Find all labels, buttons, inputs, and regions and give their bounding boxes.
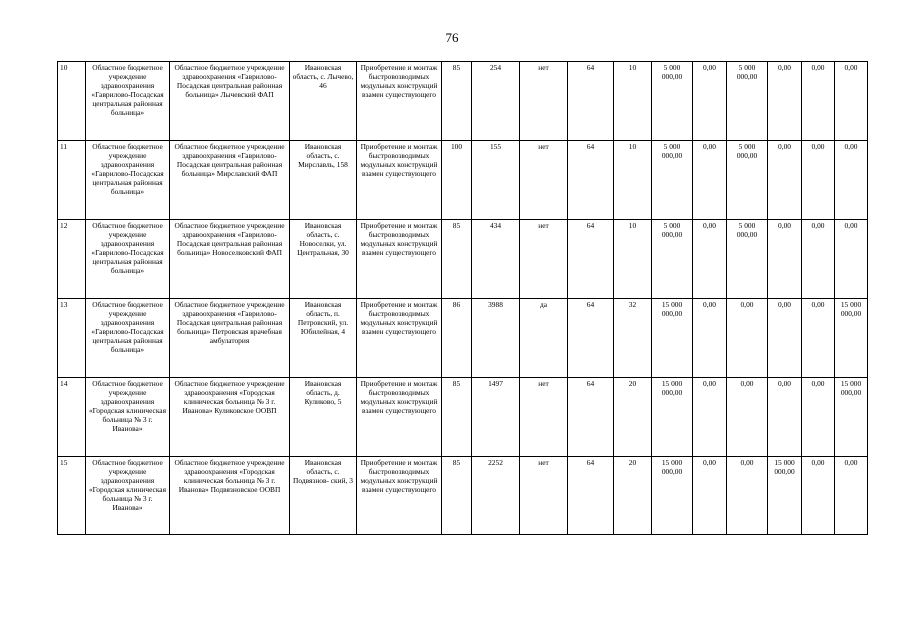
value-cell: 86 [442,299,472,378]
value-cell: 2252 [472,457,520,535]
amount-cell: 0,00 [802,141,835,220]
value-cell: 254 [472,62,520,141]
value-cell: 85 [442,457,472,535]
row-number: 10 [58,62,86,141]
recipient-cell: Областное бюджетное учреждение здравоохранения «Гаврилово-Посадская центральная районная больница» [86,62,170,141]
value-cell: 64 [568,457,614,535]
recipient-cell: Областное бюджетное учреждение здравоохранения «Гаврилово-Посадская центральная районная больница» [86,299,170,378]
work-type-cell: Приобретение и монтаж быстровозводимых модульных конструкций взамен существующего [357,62,442,141]
value-cell: 155 [472,141,520,220]
value-cell: 64 [568,378,614,457]
object-cell: Областное бюджетное учреждение здравоохранения «Гаврилово-Посадская центральная районная больница» Мирславский ФАП [170,141,290,220]
amount-cell: 0,00 [693,62,727,141]
address-cell: Ивановская область, с. Лычево, 46 [290,62,357,141]
recipient-cell: Областное бюджетное учреждение здравоохранения «Гаврилово-Посадская центральная районная больница» [86,220,170,299]
amount-cell: 0,00 [802,457,835,535]
value-cell: 32 [614,299,652,378]
amount-cell: 0,00 [768,299,802,378]
amount-cell: 5 000 000,00 [652,141,693,220]
amount-cell: 0,00 [727,378,768,457]
work-type-cell: Приобретение и монтаж быстровозводимых модульных конструкций взамен существующего [357,457,442,535]
work-type-cell: Приобретение и монтаж быстровозводимых модульных конструкций взамен существующего [357,141,442,220]
amount-cell: 15 000 000,00 [652,378,693,457]
value-cell: 10 [614,141,652,220]
object-cell: Областное бюджетное учреждение здравоохранения «Городская клиническая больница № 3 г. Иванова» Куликовское ООВП [170,378,290,457]
address-cell: Ивановская область, д. Куликово, 5 [290,378,357,457]
work-type-cell: Приобретение и монтаж быстровозводимых модульных конструкций взамен существующего [357,378,442,457]
recipient-cell: Областное бюджетное учреждение здравоохранения «Городская клиническая больница № 3 г. Иванова» [86,457,170,535]
address-cell: Ивановская область, п. Петровский, ул. Юбилейная, 4 [290,299,357,378]
registry-table [57,61,868,535]
address-cell: Ивановская область, с. Мирславль, 158 [290,141,357,220]
table-row [58,62,868,141]
value-cell: 1497 [472,378,520,457]
recipient-cell: Областное бюджетное учреждение здравоохранения «Городская клиническая больница № 3 г. Иванова» [86,378,170,457]
value-cell: 85 [442,62,472,141]
page-number: 76 [445,30,459,45]
address-cell: Ивановская область, с. Подвязнов- ский, 3 [290,457,357,535]
object-cell: Областное бюджетное учреждение здравоохранения «Городская клиническая больница № 3 г. Иванова» Подвязновское ООВП [170,457,290,535]
amount-cell: 5 000 000,00 [652,220,693,299]
value-cell: 434 [472,220,520,299]
amount-cell: 15 000 000,00 [768,457,802,535]
value-cell: нет [520,457,568,535]
amount-cell: 0,00 [768,378,802,457]
value-cell: 10 [614,62,652,141]
amount-cell: 0,00 [802,220,835,299]
value-cell: 20 [614,378,652,457]
amount-cell: 0,00 [693,220,727,299]
object-cell: Областное бюджетное учреждение здравоохранения «Гаврилово-Посадская центральная районная больница» Петровская врачебная амбулатория [170,299,290,378]
amount-cell: 15 000 000,00 [652,457,693,535]
amount-cell: 5 000 000,00 [727,220,768,299]
value-cell: нет [520,220,568,299]
amount-cell: 0,00 [768,141,802,220]
value-cell: 20 [614,457,652,535]
object-cell: Областное бюджетное учреждение здравоохранения «Гаврилово-Посадская центральная районная больница» Лычевский ФАП [170,62,290,141]
work-type-cell: Приобретение и монтаж быстровозводимых модульных конструкций взамен существующего [357,220,442,299]
amount-cell: 0,00 [835,62,868,141]
amount-cell: 0,00 [693,378,727,457]
amount-cell: 0,00 [727,457,768,535]
address-cell: Ивановская область, с. Новоселки, ул. Центральная, 30 [290,220,357,299]
table-row [58,299,868,378]
amount-cell: 0,00 [727,299,768,378]
amount-cell: 15 000 000,00 [835,299,868,378]
value-cell: 85 [442,220,472,299]
object-cell: Областное бюджетное учреждение здравоохранения «Гаврилово-Посадская центральная районная больница» Новоселковский ФАП [170,220,290,299]
amount-cell: 0,00 [802,299,835,378]
value-cell: нет [520,378,568,457]
table-row [58,378,868,457]
value-cell: нет [520,141,568,220]
value-cell: 64 [568,62,614,141]
value-cell: 10 [614,220,652,299]
amount-cell: 0,00 [768,62,802,141]
amount-cell: 5 000 000,00 [727,141,768,220]
recipient-cell: Областное бюджетное учреждение здравоохранения «Гаврилово-Посадская центральная районная больница» [86,141,170,220]
table-row [58,457,868,535]
value-cell: 64 [568,299,614,378]
amount-cell: 0,00 [693,457,727,535]
amount-cell: 0,00 [835,220,868,299]
value-cell: нет [520,62,568,141]
row-number: 12 [58,220,86,299]
amount-cell: 15 000 000,00 [652,299,693,378]
amount-cell: 0,00 [802,378,835,457]
amount-cell: 15 000 000,00 [835,378,868,457]
value-cell: 64 [568,220,614,299]
row-number: 13 [58,299,86,378]
row-number: 14 [58,378,86,457]
work-type-cell: Приобретение и монтаж быстровозводимых модульных конструкций взамен существующего [357,299,442,378]
value-cell: 100 [442,141,472,220]
amount-cell: 5 000 000,00 [652,62,693,141]
value-cell: 85 [442,378,472,457]
amount-cell: 0,00 [835,141,868,220]
table-row [58,141,868,220]
value-cell: 64 [568,141,614,220]
table-row [58,220,868,299]
row-number: 11 [58,141,86,220]
amount-cell: 0,00 [802,62,835,141]
amount-cell: 0,00 [693,299,727,378]
amount-cell: 5 000 000,00 [727,62,768,141]
value-cell: да [520,299,568,378]
amount-cell: 0,00 [768,220,802,299]
value-cell: 3988 [472,299,520,378]
amount-cell: 0,00 [693,141,727,220]
row-number: 15 [58,457,86,535]
amount-cell: 0,00 [835,457,868,535]
